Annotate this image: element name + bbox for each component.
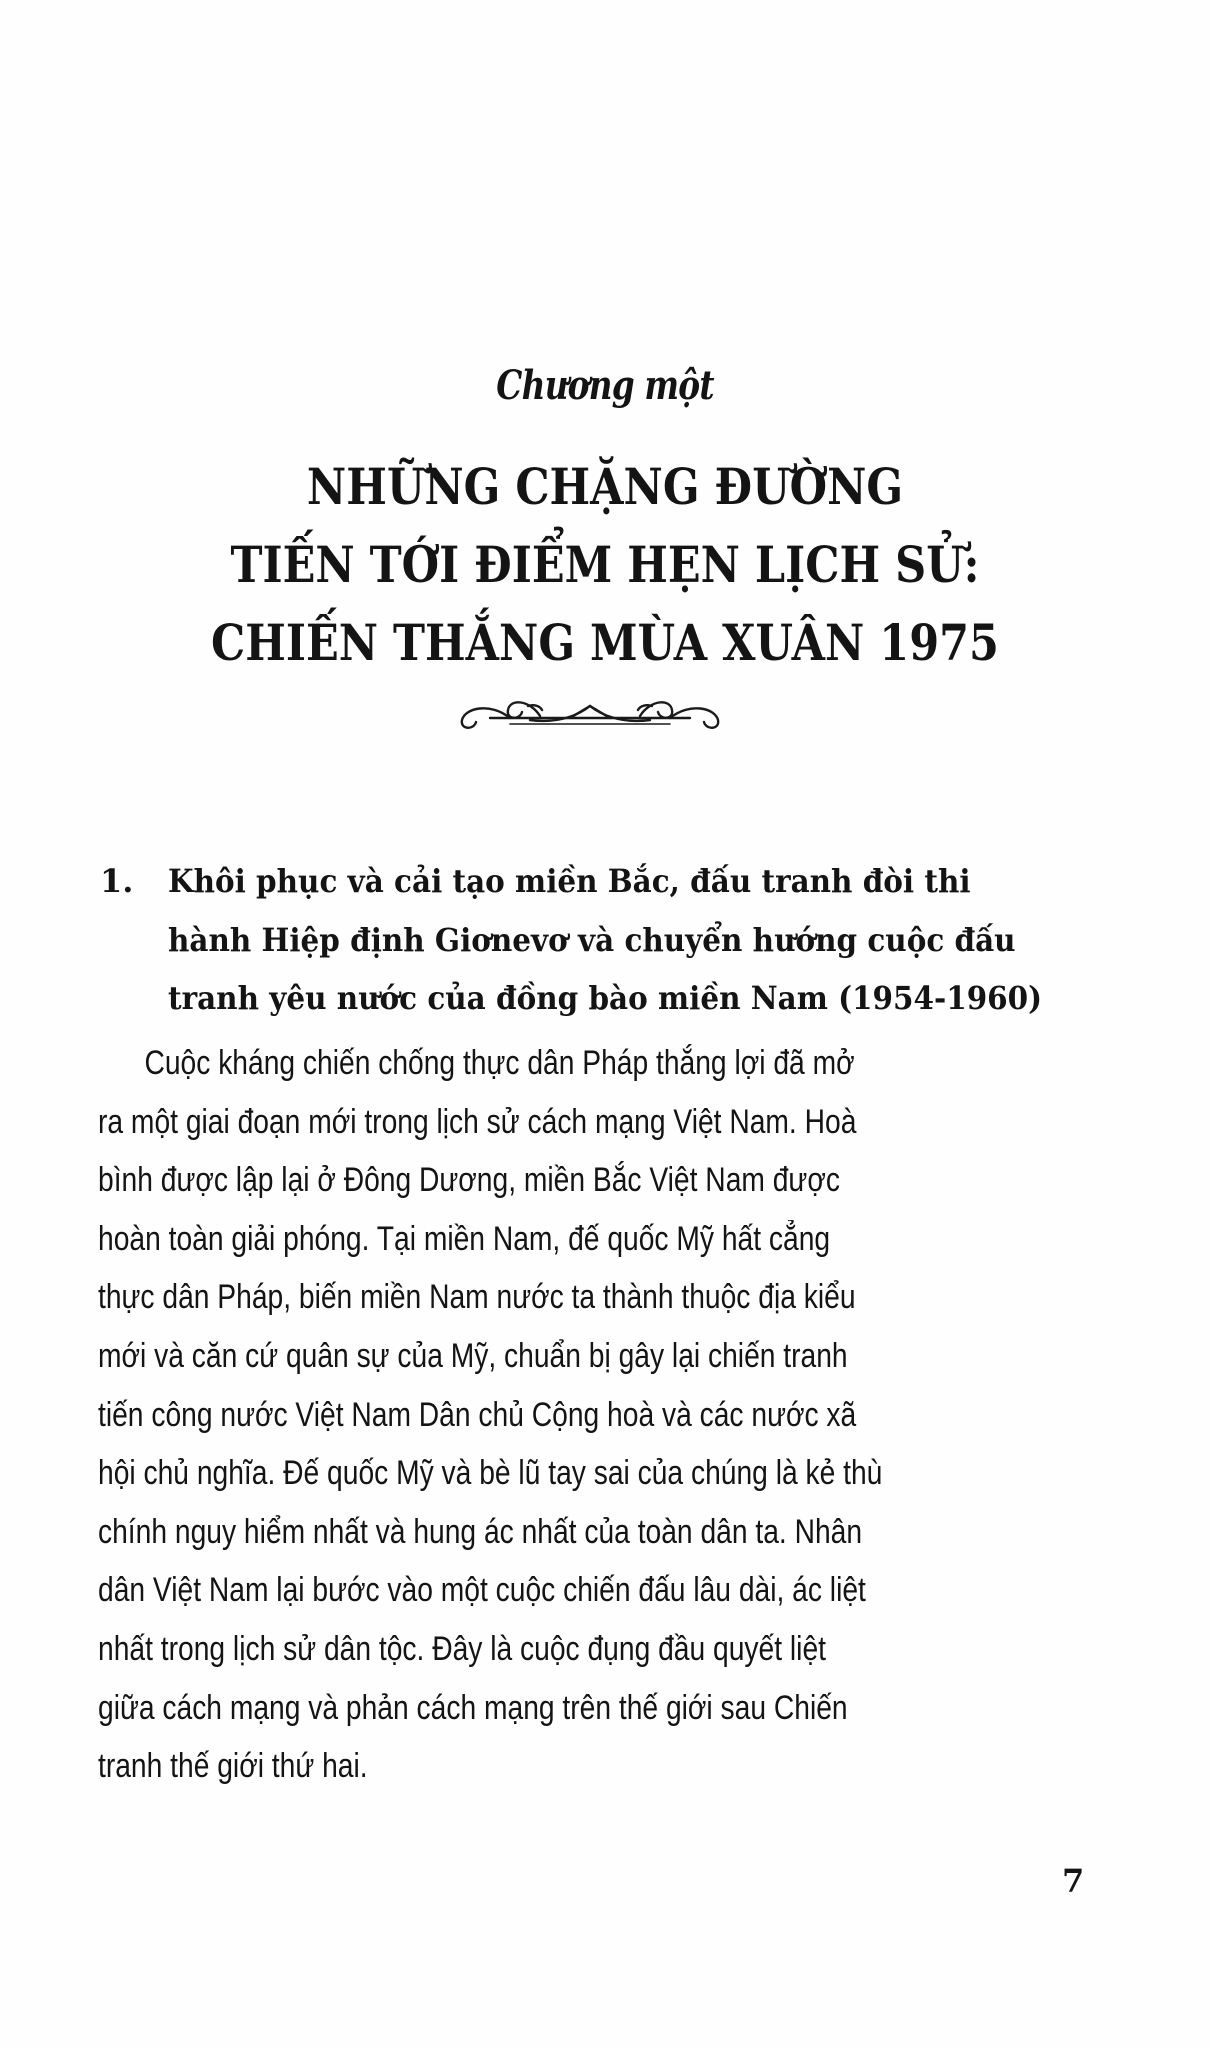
paragraph-line: thực dân Pháp, biến miền Nam nước ta thành thuộc địa kiểu [98, 1278, 856, 1317]
paragraph-line: chính nguy hiểm nhất và hung ác nhất của toàn dân ta. Nhân [98, 1512, 863, 1551]
paragraph-line: tranh thế giới thứ hai. [98, 1747, 368, 1786]
chapter-label: Chương một [496, 362, 714, 409]
paragraph-line: Cuộc kháng chiến chống thực dân Pháp thắng lợi đã mở [144, 1044, 855, 1082]
chapter-title-line: TIẾN TỚI ĐIỂM HẸN LỊCH SỬ: [230, 535, 980, 594]
paragraph-line: nhất trong lịch sử dân tộc. Đây là cuộc đụng đầu quyết liệt [98, 1629, 826, 1668]
section-heading-line: Khôi phục và cải tạo miền Bắc, đấu tranh đòi thi [168, 862, 971, 900]
flourish-divider-icon [450, 680, 730, 740]
paragraph-line: hội chủ nghĩa. Đế quốc Mỹ và bè lũ tay sai của chúng là kẻ thù [98, 1454, 883, 1493]
section-number: 1. [100, 862, 134, 900]
paragraph-line: hoàn toàn giải phóng. Tại miền Nam, đế quốc Mỹ hất cẳng [98, 1219, 831, 1258]
paragraph-line: dân Việt Nam lại bước vào một cuộc chiến đấu lâu dài, ác liệt [98, 1571, 866, 1610]
chapter-title [0, 448, 1210, 682]
paragraph-line: giữa cách mạng và phản cách mạng trên thế giới sau Chiến [98, 1688, 848, 1727]
paragraph-line: bình được lập lại ở Đông Dương, miền Bắc Việt Nam được [98, 1161, 840, 1200]
page-number: 7 [1062, 1862, 1085, 1900]
paragraph-line: ra một giai đoạn mới trong lịch sử cách mạng Việt Nam. Hoà [98, 1102, 857, 1141]
body-paragraph [98, 1034, 1108, 1796]
paragraph-line: mới và căn cứ quân sự của Mỹ, chuẩn bị gây lại chiến tranh [98, 1336, 848, 1375]
section-heading-line: tranh yêu nước của đồng bào miền Nam (1954-1960) [168, 979, 1043, 1017]
chapter-title-line: NHỮNG CHẶNG ĐƯỜNG [306, 457, 904, 516]
section-heading-line: hành Hiệp định Giơnevơ và chuyển hướng cuộc đấu [168, 920, 1016, 959]
chapter-title-line: CHIẾN THẮNG MÙA XUÂN 1975 [211, 613, 999, 672]
paragraph-line: tiến công nước Việt Nam Dân chủ Cộng hoà và các nước xã [98, 1395, 857, 1434]
